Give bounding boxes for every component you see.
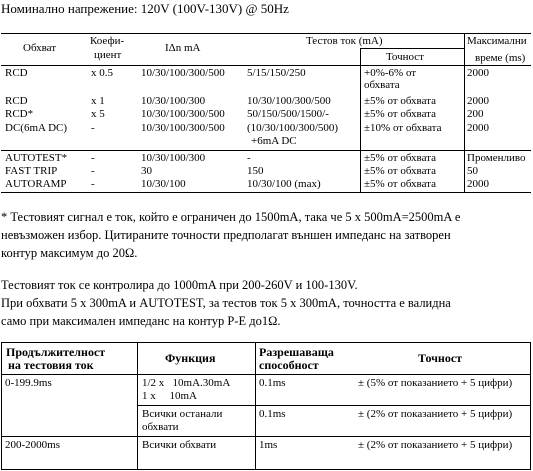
cell-function: Всички останали [142,408,223,420]
table2-row-separator-2 [1,436,531,437]
cell-coef: - [91,165,95,177]
cell-resolution: 0.1ms [259,408,286,420]
cell-function: Всички обхвати [142,439,217,451]
table2-col-divider-1 [137,342,138,470]
cell-coef: - [91,152,95,164]
cell-idn: 10/30/100/300/500 [141,67,225,79]
note-2-line-1: Тестовият ток се контролира до 1000mA при 200-260V и 100-130V. [1,278,358,292]
cell-function-2: обхвати [142,421,179,433]
cell-coef: x 0.5 [91,67,113,79]
cell-time: 2000 [467,67,489,79]
note-1-line-1: * Тестовият сигнал е ток, който е ограничен до 1500mA, така че 5 x 500mA=2500mA е [1,210,461,224]
note-1-line-3: контур максимум до 20Ω. [1,246,138,260]
cell-range: RCD [5,67,28,79]
cell-coef: x 5 [91,108,105,120]
table2-left-border [1,342,2,470]
table1-subheader-line [360,48,464,49]
cell-resolution: 1ms [259,439,278,451]
table1-top-border [1,33,531,34]
header-function: Функция [165,351,216,365]
cell-test: 5/15/150/250 [247,67,306,79]
table1-header-bottom [1,65,531,66]
cell-test: 10/30/100 (max) [247,178,321,190]
table2-bottom-border [1,469,531,470]
cell-test: - [247,152,251,164]
table1-bottom-border [1,192,531,193]
note-1-line-2: невъзможен избор. Цитираните точности предполагат външен импеданс на затворен [1,228,451,242]
header-accuracy: Точност [418,351,463,365]
table2-row-separator [137,405,531,406]
nominal-voltage: Номинално напрежение: 120V (100V-130V) @ 50Hz [1,1,289,16]
cell-coef: - [91,122,95,134]
cell-function: 1/2 x 10mA.30mA [142,377,231,389]
cell-duration: 200-2000ms [5,439,60,451]
table2-top-border [1,342,531,343]
header-coef-1: Коефи- [90,35,125,47]
cell-idn: 10/30/100/300 [141,95,206,107]
cell-accuracy: ±5% от обхвата [364,165,437,177]
header-idn: IΔn mA [165,42,201,54]
cell-accuracy: ±5% от обхвата [364,108,437,120]
cell-test: 10/30/100/300/500 [247,95,331,107]
cell-idn: 10/30/100/300/500 [141,122,225,134]
cell-test: 50/150/500/1500/- [247,108,329,120]
header-coef-2: циент [94,49,122,61]
cell-time: 2000 [467,122,489,134]
header-max-time-2: време (ms) [475,52,526,64]
header-range: Обхват [23,42,57,54]
cell-accuracy: ± (2% от показанието + 5 цифри) [358,439,513,451]
cell-accuracy: ± (5% от показанието + 5 цифри) [358,377,513,389]
note-2-line-2: При обхвати 5 x 300mA и AUTOTEST, за тестов ток 5 x 300mA, точността е валидна [1,296,451,310]
header-accuracy: Точност [386,51,424,63]
cell-accuracy: ± (2% от показанието + 5 цифри) [358,408,513,420]
cell-range: FAST TRIP [5,165,58,177]
cell-accuracy: ±5% от обхвата [364,178,437,190]
cell-time: 2000 [467,178,489,190]
cell-idn: 10/30/100/300 [141,152,206,164]
cell-range: AUTORAMP [5,178,67,190]
note-2-line-3: само при максимален импеданс на контур P-E до1Ω. [1,314,281,328]
cell-accuracy-2: обхвата [364,79,400,91]
cell-time: 200 [467,108,484,120]
header-resolution-2: способност [259,358,319,372]
table1-group-separator [1,150,531,151]
cell-time: 50 [467,165,478,177]
header-duration-1: Продължителност [6,345,106,359]
table2-col-divider-2 [255,342,256,470]
table2-right-border [530,342,531,470]
table1-time-left-border [464,33,465,192]
header-max-time-1: Максимални [467,35,527,47]
cell-idn: 10/30/100/300/500 [141,108,225,120]
cell-idn: 10/30/100 [141,178,186,190]
table1-accuracy-left-border [360,48,361,192]
cell-test: (10/30/100/300/500) [247,122,339,134]
cell-time: Променливо [467,152,526,164]
cell-range: RCD [5,95,28,107]
cell-function-2: 1 x 10mA [142,390,197,402]
cell-accuracy: ±10% от обхвата [364,122,442,134]
cell-accuracy: +0%-6% от [364,67,417,79]
cell-range: RCD* [5,108,34,120]
cell-accuracy: ±5% от обхвата [364,152,437,164]
table2-header-bottom [1,374,531,375]
header-resolution-1: Разрешаваща [259,345,334,359]
cell-resolution: 0.1ms [259,377,286,389]
cell-time: 2000 [467,95,489,107]
cell-idn: 30 [141,165,152,177]
header-duration-2: на тестовия ток [8,358,94,372]
cell-coef: x 1 [91,95,105,107]
cell-range: DC(6mA DC) [5,122,68,134]
cell-accuracy: ±5% от обхвата [364,95,437,107]
header-test-current: Тестов ток (mA) [306,35,383,47]
cell-coef: - [91,178,95,190]
cell-duration: 0-199.9ms [5,377,52,389]
cell-range: AUTOTEST* [5,152,68,164]
cell-test: 150 [247,165,264,177]
cell-test-2: +6mA DC [251,135,297,147]
